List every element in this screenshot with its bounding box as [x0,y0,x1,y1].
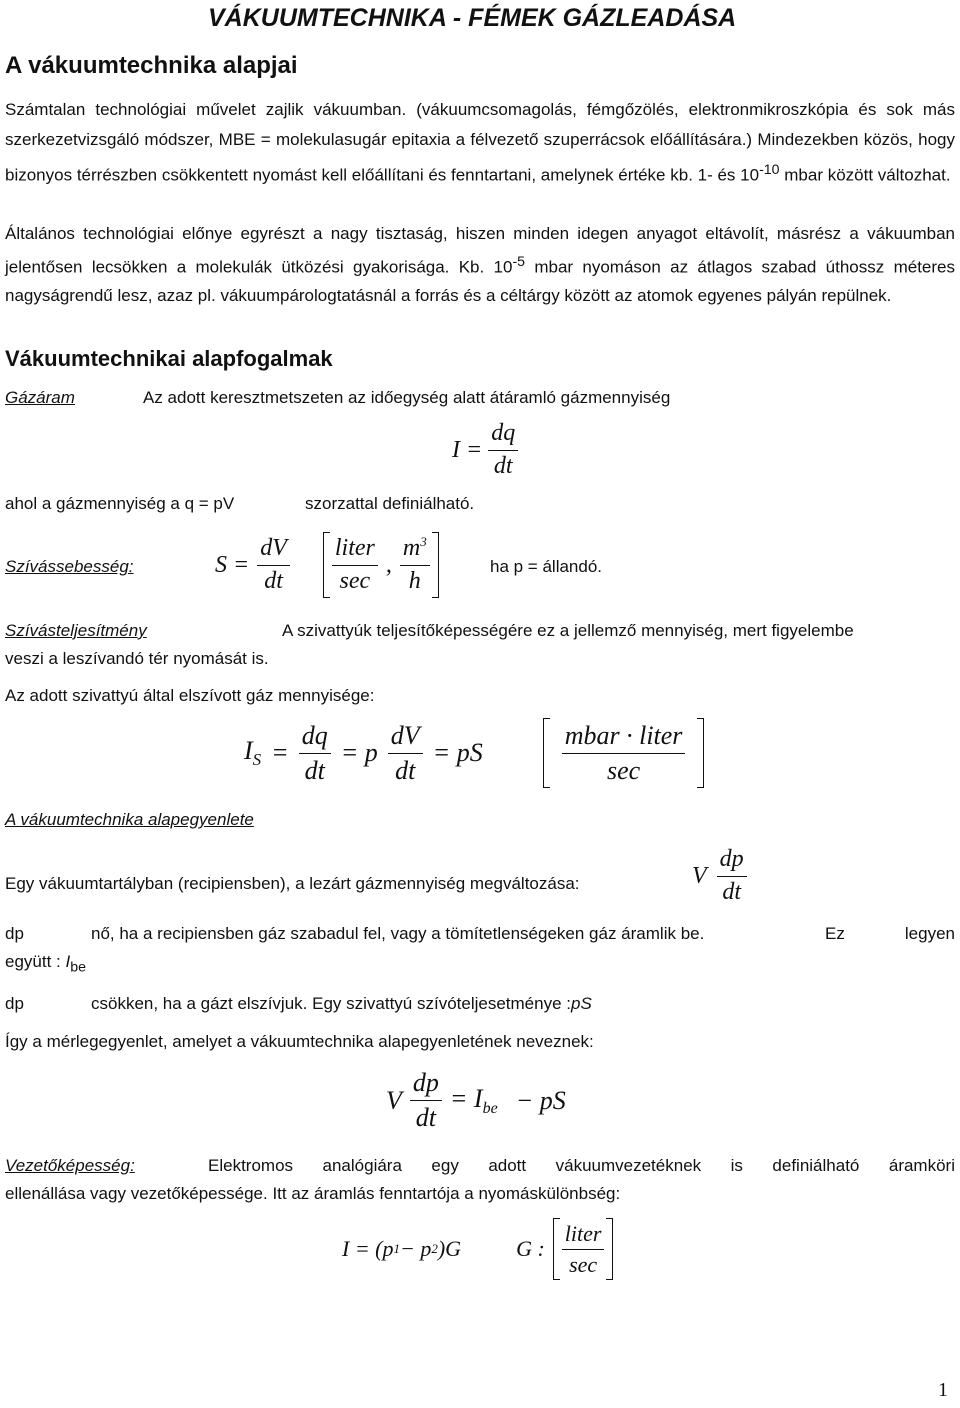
intro-paragraph-2: Általános technológiai előnye egyrészt a nagy tisztaság, hiszen minden idegen anyagot eltávolít, másrész a vákuumban jelentősen lecsökken a molekulák ütközési gyakorisága. Kb. $10^{-5}$ mbar nyomáson az átlagos szabad úthossz méteres nagyságrendű lesz, azaz pl. vákuumpárologtatásnál a forrás és a céltárgy között az atomok egyenes pályán repülnek. [5,224,955,305]
equation-gas-flow: I = $\frac{dq}{dt}$ [452,420,518,480]
dp-increase-cont: együtt : $I_{be}$ [5,952,86,976]
exponent: -5 [512,254,526,270]
igy-text: Így a mérlegegyenlet, amelyet a vákuumtechnika alapegyenletének neveznek: [5,1032,594,1051]
intro-paragraph-1: Számtalan technológiai művelet zajlik vákuumban. (vákuumcsomagolás, fémgőzölés, elektronmikroszkópia és sok más szerkezetvizsgáló módszer, MBE = molekulasugár epitaxia a félvezető szuperrácsok előállítására.) Mindezekben közös, hogy bizonyos térrészben csökkentett nyomást kell előállítani és fenntartani, amelynek értéke kb. 1- és $10^{-10}$ mbar között változhat. [5,100,955,185]
page-number: 1 [938,1379,948,1401]
szivasteljesitmeny-def-a: A szivattyúk teljesítőképességére ez a jellemző mennyiség, mert figyelembe [282,621,854,640]
equation-balance: V $\frac{dp}{dt}$ = $I_{be}$ − pS [386,1068,566,1132]
exponent: -10 [759,162,780,178]
term-szivasteljesitmeny: Szívásteljesítmény [5,621,147,640]
concepts-heading: Vákuumtechnikai alapfogalmak [5,346,333,371]
elszivott-text: Az adott szivattyú által elszívott gáz mennyisége: [5,686,375,705]
szivasteljesitmeny-def-b: veszi a leszívandó tér nyomását is. [5,649,269,668]
vezeto-line-2: ellenállása vagy vezetőképessége. Itt az áramlás fenntartója a nyomáskülönbség: [5,1184,621,1203]
unit-bracket: $\frac{\text{liter}}{\sec}$ , $\frac{m^3}{h}$ [323,532,439,598]
szorzat-text: szorzattal definiálható. [305,494,475,513]
term-szivassebesseg: Szívássebesség: [5,557,134,576]
equation-conductance: I = (p 1 − p 2 )G G : $\frac{\text{liter}}{\sec}$ [342,1218,613,1280]
dp-increase-line: dp nő, ha a recipiensben gáz szabadul fel, vagy a tömítetlenségeken gáz áramlik be. Ez legyen [5,924,955,943]
section-title: A vákuumtechnika alapjai [5,52,298,79]
unit-bracket: $\frac{\text{liter}}{\sec}$ [553,1218,614,1280]
dp-decrease-line: dp csökken, ha a gázt elszívjuk. Egy szivattyú szívóteljesetménye : pS [5,994,592,1013]
ha-text: ha p = állandó. [490,557,603,576]
ahol-text: ahol a gázmennyiség a q = pV [5,494,235,513]
alapegyenlet-heading: A vákuumtechnika alapegyenlete [5,810,254,829]
gazaram-definition: Az adott keresztmetszeten az időegység alatt átáramló gázmennyiség [143,388,671,407]
unit-bracket: $\frac{\text{mbar · liter}}{\sec}$ [543,718,705,788]
alapegyenlet-line-1: Egy vákuumtartályban (recipiensben), a lezárt gázmennyiség megváltozása: [5,874,580,893]
equation-pump-throughput: $I_S$ = $\frac{dq}{dt}$ = p $\frac{dV}{dt}$ = pS $\frac{\text{mbar · liter}}{\sec}$ [244,718,704,788]
term-gazaram: Gázáram [5,388,75,407]
document-title: VÁKUUMTECHNIKA - FÉMEK GÁZLEADÁSA [208,4,737,32]
equation-pumping-speed: S = $\frac{dV}{dt}$ $\frac{\text{liter}}{\sec}$ , $\frac{m^3}{h}$ [215,532,439,598]
vezeto-line-1: Vezetőképesség: Elektromos analógiára egy adott vákuumvezetéknek is definiálható áramköri [5,1156,955,1175]
equation-v-dp-dt: V $\frac{dp}{dt}$ [692,846,747,906]
